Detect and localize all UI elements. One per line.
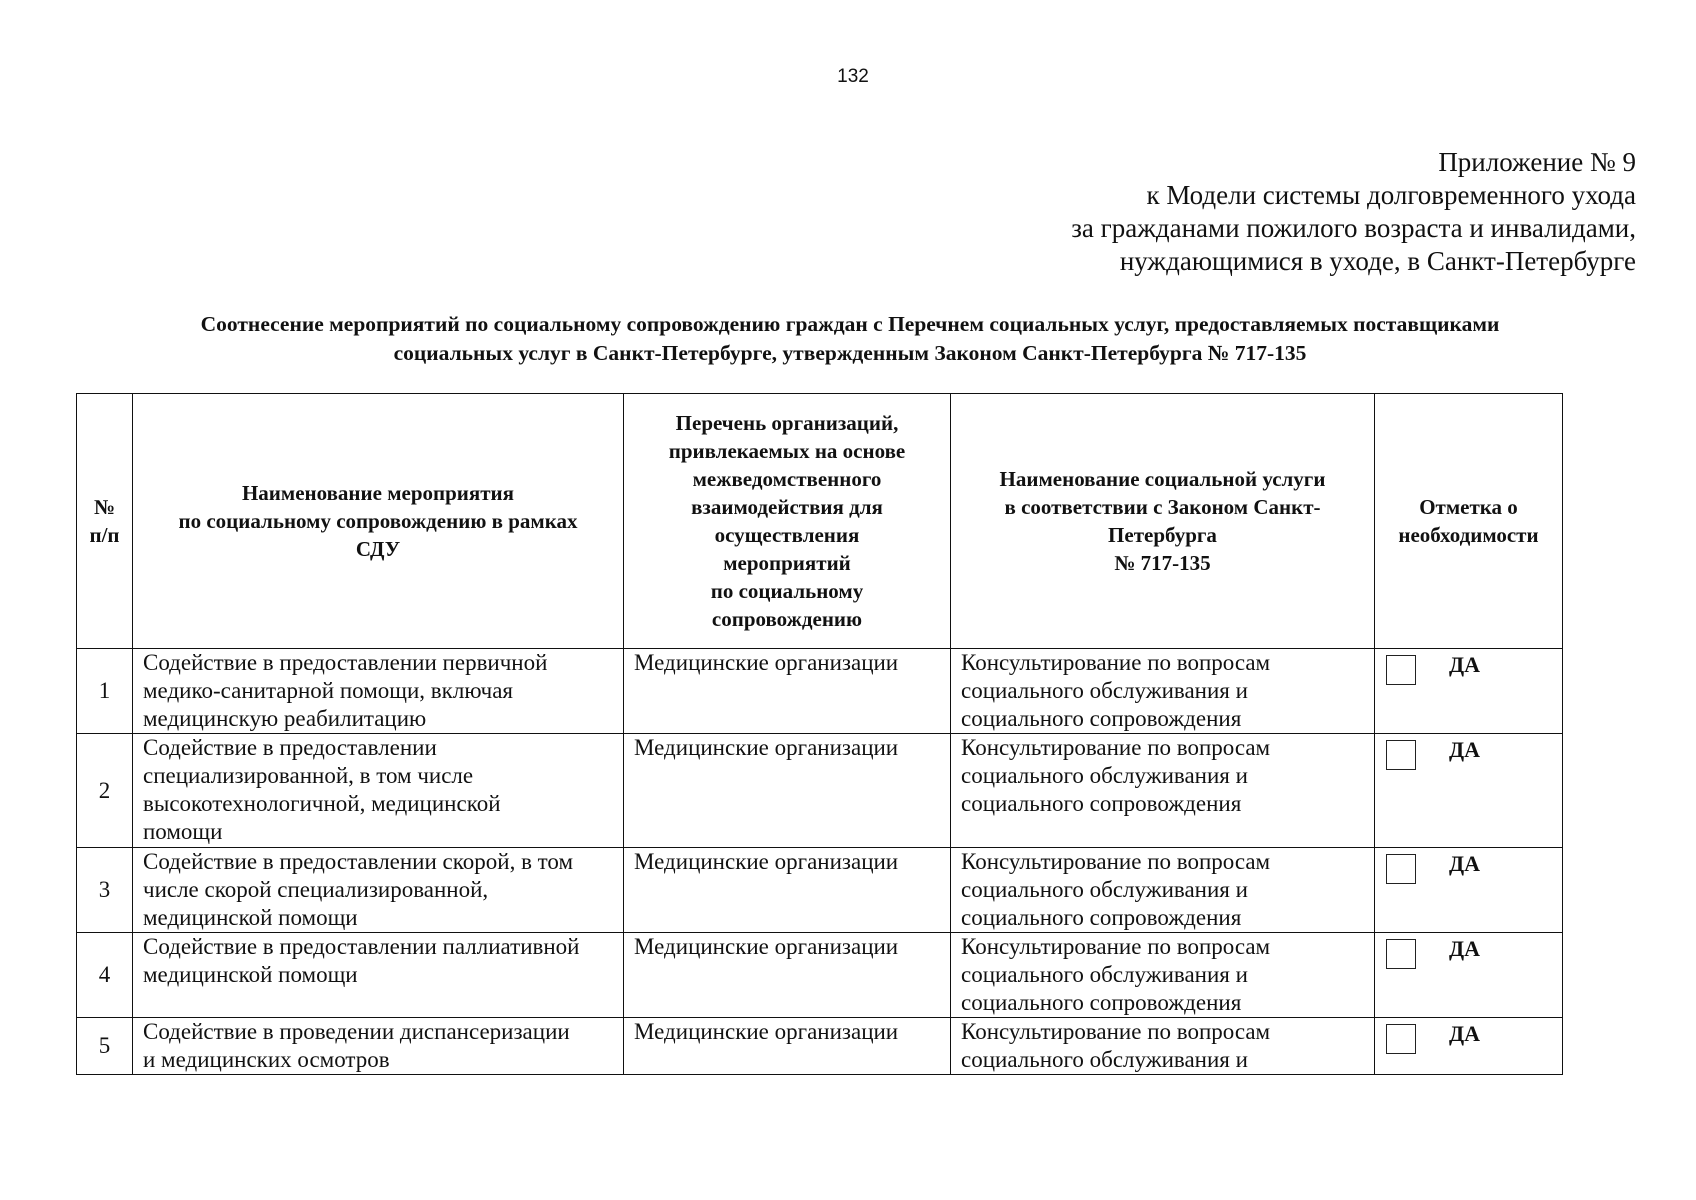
table-row bbox=[77, 933, 1563, 1018]
row-service: Консультирование по вопросам социального обслуживания и социального сопровождения bbox=[951, 734, 1375, 848]
row-service: Консультирование по вопросам социального обслуживания и социального сопровождения bbox=[951, 848, 1375, 933]
row-orgs: Медицинские организации bbox=[624, 933, 951, 1018]
necessity-checkbox[interactable] bbox=[1386, 1024, 1416, 1054]
row-mark bbox=[1375, 848, 1563, 933]
title-line: Соотнесение мероприятий по социальному сопровождению граждан с Перечнем социальных услуг, предоставляемых поставщиками bbox=[200, 312, 1500, 336]
row-service: Консультирование по вопросам социального обслуживания и социального сопровождения bbox=[951, 649, 1375, 734]
row-orgs: Медицинские организации bbox=[624, 848, 951, 933]
table-row bbox=[77, 649, 1563, 734]
row-event: Содействие в предоставлении первичной медико-санитарной помощи, включая медицинскую реабилитацию bbox=[133, 649, 624, 734]
table-row bbox=[77, 848, 1563, 933]
appendix-line: Приложение № 9 bbox=[1438, 147, 1636, 177]
necessity-checkbox[interactable] bbox=[1386, 854, 1416, 884]
row-num: 3 bbox=[77, 848, 133, 933]
row-num: 1 bbox=[77, 649, 133, 734]
appendix-line: нуждающимися в уходе, в Санкт-Петербурге bbox=[1119, 246, 1636, 276]
row-event: Содействие в предоставлении специализированной, в том числе высокотехнологичной, медицинской помощи bbox=[133, 734, 624, 848]
header-event: Наименование мероприятия по социальному сопровождению в рамках СДУ bbox=[133, 394, 624, 649]
necessity-checkbox[interactable] bbox=[1386, 655, 1416, 685]
appendix-heading bbox=[1071, 146, 1636, 278]
necessity-checkbox[interactable] bbox=[1386, 740, 1416, 770]
yes-label: ДА bbox=[1449, 1021, 1481, 1046]
title-line: социальных услуг в Санкт-Петербурге, утвержденным Законом Санкт-Петербурга № 717-135 bbox=[393, 341, 1307, 365]
row-num: 2 bbox=[77, 734, 133, 848]
appendix-line: к Модели системы долговременного ухода bbox=[1146, 180, 1636, 210]
row-num: 5 bbox=[77, 1018, 133, 1075]
table-row bbox=[77, 734, 1563, 848]
row-orgs: Медицинские организации bbox=[624, 1018, 951, 1075]
yes-label: ДА bbox=[1449, 737, 1481, 762]
row-service: Консультирование по вопросам социального обслуживания и bbox=[951, 1018, 1375, 1075]
header-mark: Отметка о необходимости bbox=[1375, 394, 1563, 649]
row-event: Содействие в проведении диспансеризации и медицинских осмотров bbox=[133, 1018, 624, 1075]
header-num: № п/п bbox=[77, 394, 133, 649]
row-mark bbox=[1375, 734, 1563, 848]
document-title bbox=[100, 310, 1600, 368]
row-num: 4 bbox=[77, 933, 133, 1018]
yes-label: ДА bbox=[1449, 652, 1481, 677]
page-number: 132 bbox=[837, 66, 869, 87]
row-event: Содействие в предоставлении паллиативной медицинской помощи bbox=[133, 933, 624, 1018]
table-header-row bbox=[77, 394, 1563, 649]
row-mark bbox=[1375, 649, 1563, 734]
yes-label: ДА bbox=[1449, 936, 1481, 961]
row-mark bbox=[1375, 933, 1563, 1018]
necessity-checkbox[interactable] bbox=[1386, 939, 1416, 969]
yes-label: ДА bbox=[1449, 851, 1481, 876]
row-mark bbox=[1375, 1018, 1563, 1075]
row-orgs: Медицинские организации bbox=[624, 649, 951, 734]
services-table bbox=[76, 393, 1563, 1075]
appendix-line: за гражданами пожилого возраста и инвалидами, bbox=[1071, 213, 1636, 243]
header-orgs: Перечень организаций, привлекаемых на основе межведомственного взаимодействия для осуществления мероприятий по социальному сопровождению bbox=[624, 394, 951, 649]
row-event: Содействие в предоставлении скорой, в том числе скорой специализированной, медицинской помощи bbox=[133, 848, 624, 933]
row-service: Консультирование по вопросам социального обслуживания и социального сопровождения bbox=[951, 933, 1375, 1018]
row-orgs: Медицинские организации bbox=[624, 734, 951, 848]
header-service: Наименование социальной услуги в соответствии с Законом Санкт- Петербурга № 717-135 bbox=[951, 394, 1375, 649]
table-row bbox=[77, 1018, 1563, 1075]
